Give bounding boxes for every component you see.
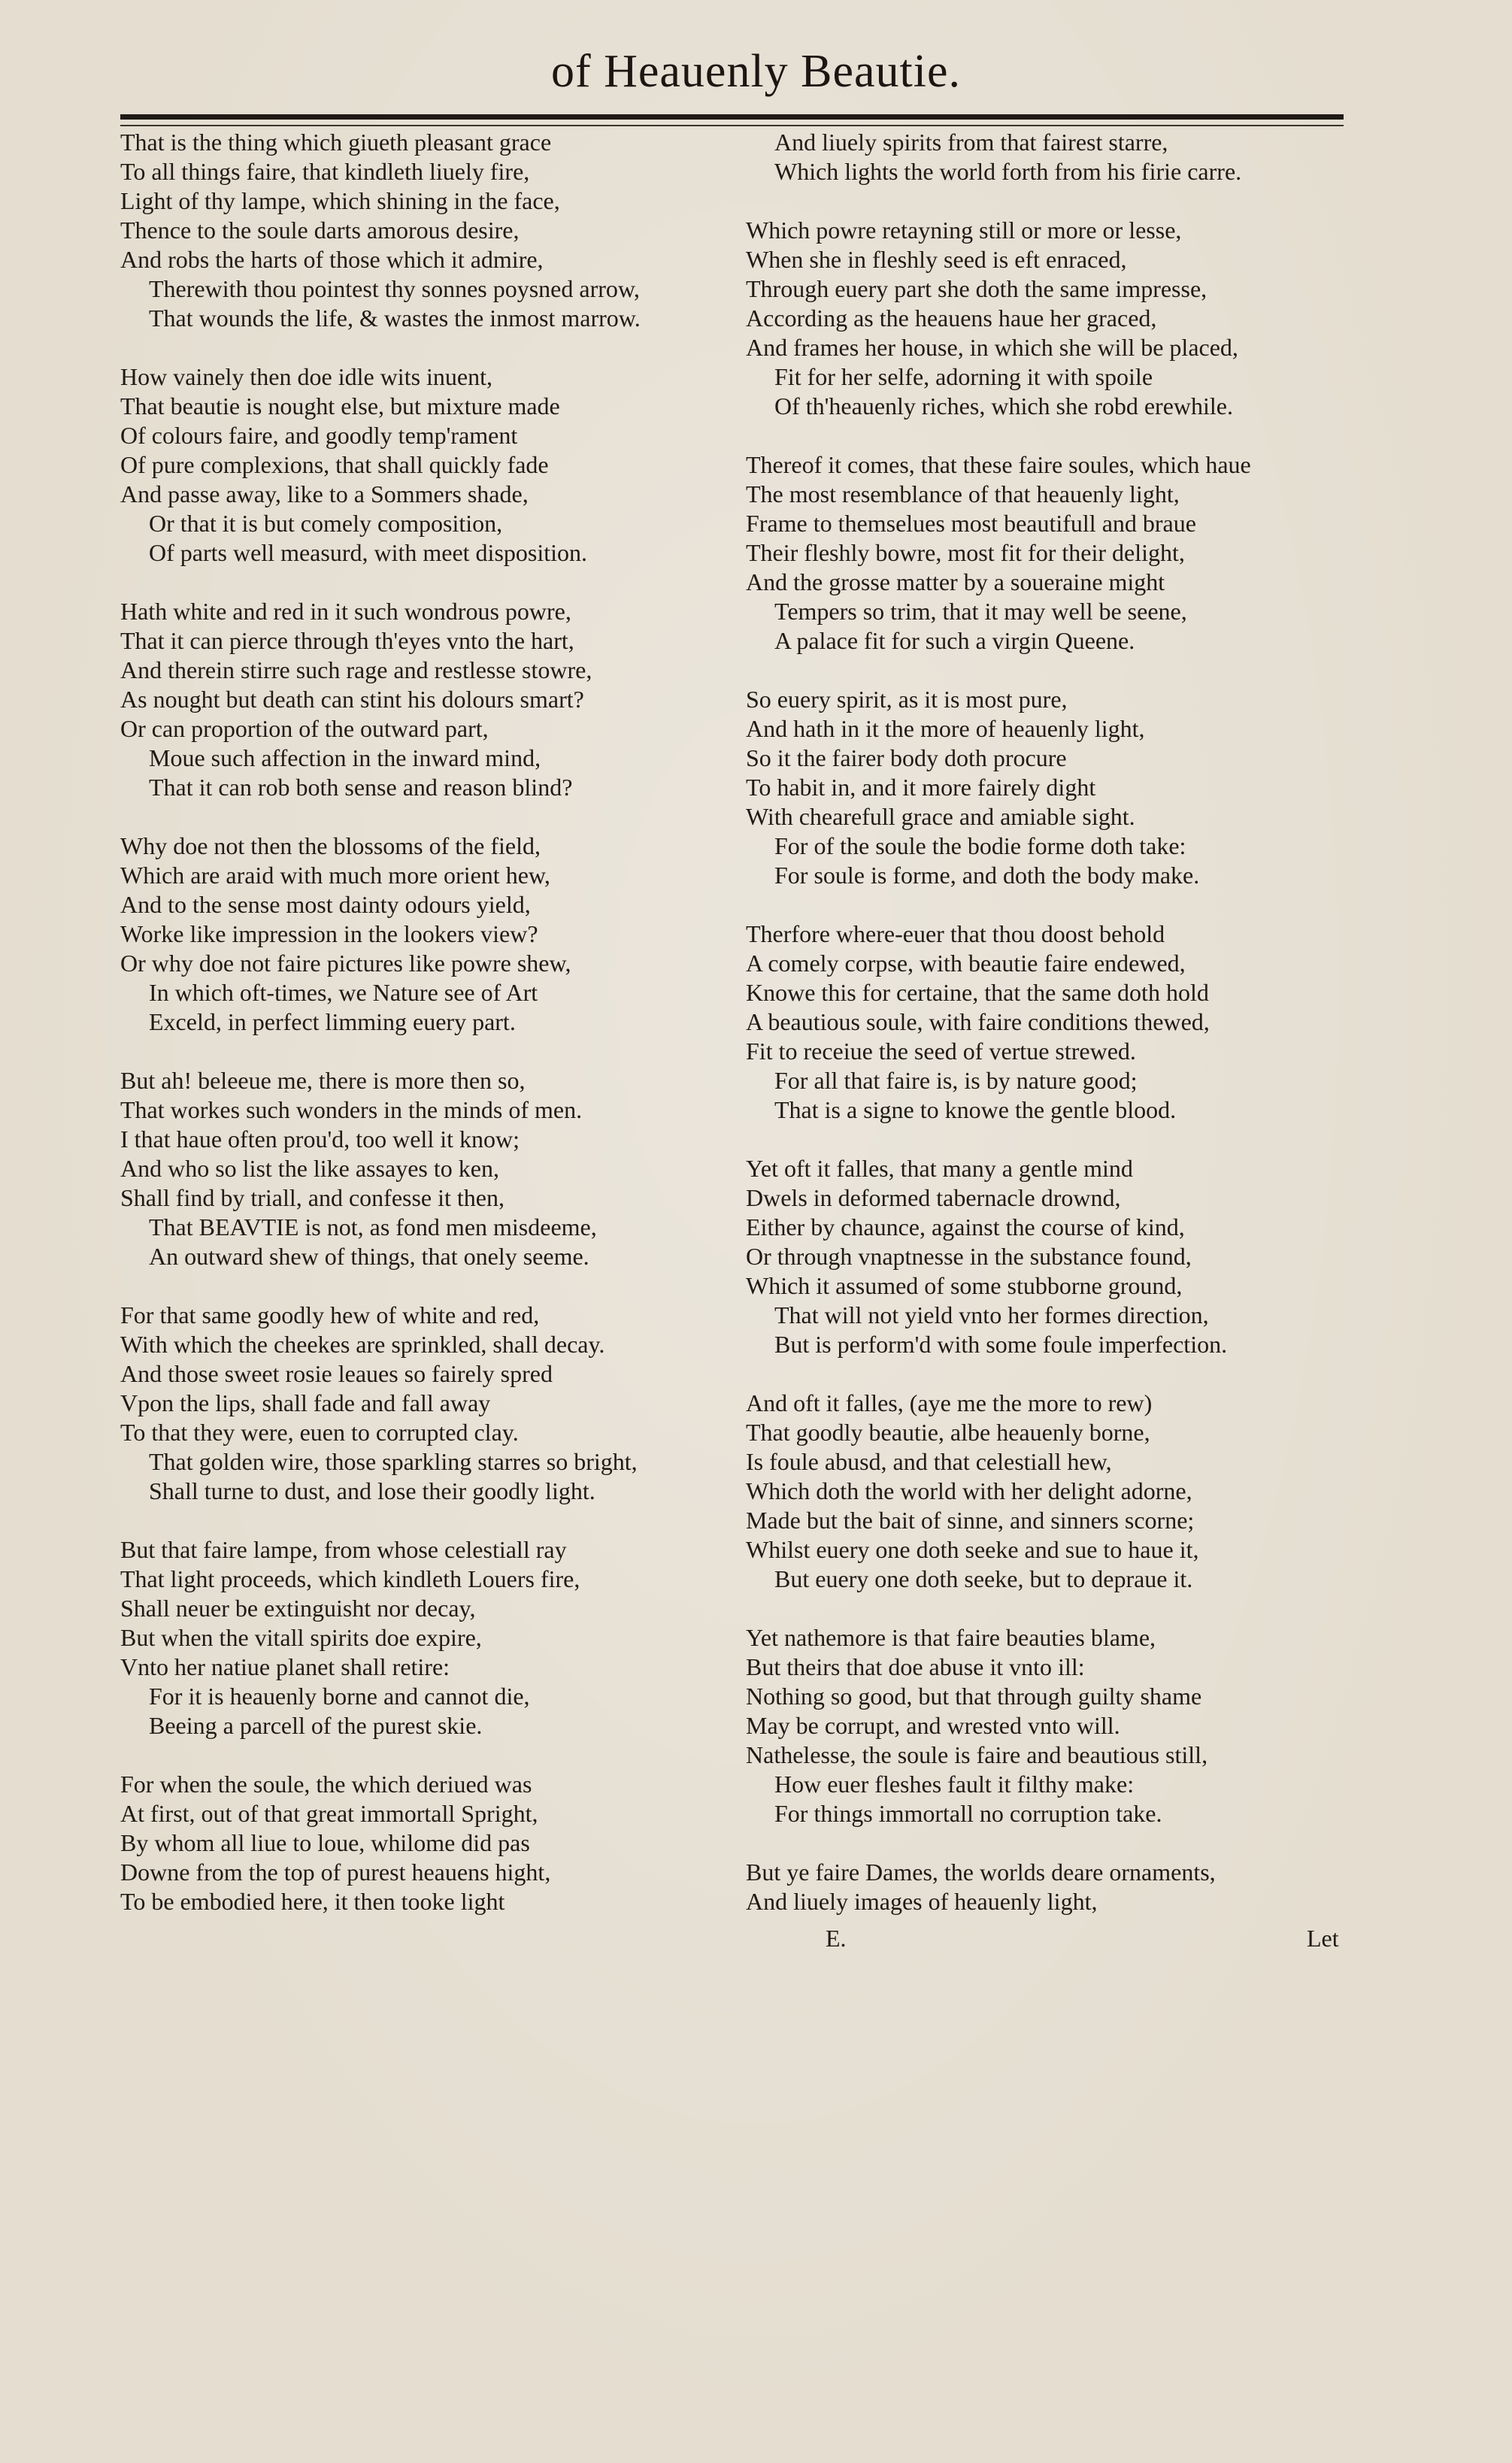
verse-line: Of th'heauenly riches, which she robd erewhile.	[774, 392, 1233, 420]
verse-line: Shall find by triall, and confesse it then,	[120, 1184, 505, 1211]
verse-line: But when the vitall spirits doe expire,	[120, 1624, 482, 1651]
verse-line: Of colours faire, and goodly temp'rament	[120, 422, 518, 449]
verse-line: How euer fleshes fault it filthy make:	[774, 1771, 1135, 1798]
verse-line: Through euery part she doth the same impresse,	[746, 275, 1207, 302]
verse-line: That is a signe to knowe the gentle blood.	[774, 1096, 1177, 1123]
verse-line: Is foule abusd, and that celestiall hew,	[746, 1448, 1112, 1475]
verse-line: Which powre retayning still or more or lesse,	[746, 217, 1182, 244]
verse-line: But theirs that doe abuse it vnto ill:	[746, 1653, 1085, 1680]
stanza	[746, 128, 1347, 186]
verse-line: Thence to the soule darts amorous desire,	[120, 217, 520, 244]
verse-line: So euery spirit, as it is most pure,	[746, 686, 1068, 713]
stanza	[120, 1770, 714, 1916]
verse-line: Therewith thou pointest thy sonnes poysned arrow,	[149, 275, 640, 302]
verse-line: For soule is forme, and doth the body make.	[774, 862, 1200, 889]
verse-line: With which the cheekes are sprinkled, shall decay.	[120, 1331, 605, 1358]
verse-line: Shall turne to dust, and lose their goodly light.	[149, 1477, 595, 1504]
verse-line: Moue such affection in the inward mind,	[149, 744, 541, 771]
verse-line: At first, out of that great immortall Spright,	[120, 1800, 538, 1827]
verse-line: Either by chaunce, against the course of kind,	[746, 1213, 1185, 1241]
verse-line: For when the soule, the which deriued was	[120, 1771, 532, 1798]
verse-line: Exceld, in perfect limming euery part.	[149, 1008, 516, 1035]
stanza	[120, 128, 714, 333]
verse-line: Why doe not then the blossoms of the field,	[120, 832, 541, 859]
stanza	[746, 1389, 1347, 1594]
verse-line: That BEAVTIE is not, as fond men misdeeme,	[149, 1213, 597, 1241]
verse-line: A palace fit for such a virgin Queene.	[774, 627, 1135, 654]
verse-line: Whilst euery one doth seeke and sue to haue it,	[746, 1536, 1199, 1563]
verse-line: So it the fairer body doth procure	[746, 744, 1067, 771]
verse-line: Which doth the world with her delight adorne,	[746, 1477, 1192, 1504]
stanza	[120, 1066, 714, 1271]
verse-line: May be corrupt, and wrested vnto will.	[746, 1712, 1120, 1739]
verse-line: But ye faire Dames, the worlds deare ornaments,	[746, 1859, 1216, 1886]
verse-line: And who so list the like assayes to ken,	[120, 1155, 499, 1182]
running-head: of Heauenly Beautie.	[550, 46, 962, 97]
verse-line: Beeing a parcell of the purest skie.	[149, 1712, 483, 1739]
verse-line: But that faire lampe, from whose celestiall ray	[120, 1536, 567, 1563]
verse-line: Their fleshly bowre, most fit for their delight,	[746, 539, 1185, 566]
verse-line: And liuely spirits from that fairest starre,	[774, 129, 1168, 156]
verse-line: To be embodied here, it then tooke light	[120, 1888, 505, 1915]
verse-line: As nought but death can stint his dolours smart?	[120, 686, 584, 713]
verse-line: To all things faire, that kindleth liuely fire,	[120, 158, 530, 185]
verse-line: Downe from the top of purest heauens hight,	[120, 1859, 551, 1886]
verse-line: In which oft-times, we Nature see of Art	[149, 979, 538, 1006]
stanza	[746, 1858, 1347, 1916]
stanza	[746, 216, 1347, 421]
verse-line: Frame to themselues most beautifull and braue	[746, 510, 1196, 537]
verse-line: And to the sense most dainty odours yield,	[120, 891, 531, 918]
verse-line: That goodly beautie, albe heauenly borne,	[746, 1419, 1150, 1446]
verse-line: To that they were, euen to corrupted clay.	[120, 1419, 519, 1446]
verse-line: Tempers so trim, that it may well be seene,	[774, 598, 1187, 625]
verse-line: With chearefull grace and amiable sight.	[746, 803, 1135, 830]
left-column	[120, 128, 714, 1946]
verse-line: Of pure complexions, that shall quickly fade	[120, 451, 549, 478]
verse-line: I that haue often prou'd, too well it know;	[120, 1125, 520, 1153]
verse-line: And liuely images of heauenly light,	[746, 1888, 1098, 1915]
verse-line: That wounds the life, & wastes the inmost marrow.	[149, 304, 641, 332]
stanza	[120, 1535, 714, 1740]
verse-line: And passe away, like to a Sommers shade,	[120, 480, 529, 507]
verse-line: And those sweet rosie leaues so fairely spred	[120, 1360, 553, 1387]
stanza	[746, 1154, 1347, 1359]
verse-line: And robs the harts of those which it admire,	[120, 246, 544, 273]
verse-line: Yet nathemore is that faire beauties blame,	[746, 1624, 1156, 1651]
verse-line: Vnto her natiue planet shall retire:	[120, 1653, 450, 1680]
verse-line: But euery one doth seeke, but to depraue it.	[774, 1565, 1193, 1592]
verse-line: For of the soule the bodie forme doth take:	[774, 832, 1186, 859]
verse-line: A comely corpse, with beautie faire endewed,	[746, 950, 1186, 977]
verse-line: That workes such wonders in the minds of men.	[120, 1096, 583, 1123]
verse-line: By whom all liue to loue, whilome did pas	[120, 1829, 530, 1856]
verse-line: For it is heauenly borne and cannot die,	[149, 1683, 530, 1710]
verse-line: Nathelesse, the soule is faire and beautious still,	[746, 1741, 1208, 1768]
verse-line: That beautie is nought else, but mixture made	[120, 392, 560, 420]
verse-line: That it can rob both sense and reason blind?	[149, 774, 573, 801]
verse-line: Of parts well measurd, with meet disposition.	[149, 539, 588, 566]
verse-line: For that same goodly hew of white and red,	[120, 1301, 540, 1328]
verse-line: That will not yield vnto her formes direction,	[774, 1301, 1209, 1328]
header-rule-thin	[120, 125, 1344, 126]
verse-line: And frames her house, in which she will be placed,	[746, 334, 1238, 361]
verse-line: Or through vnaptnesse in the substance found,	[746, 1243, 1192, 1270]
verse-line: And therein stirre such rage and restlesse stowre,	[120, 656, 592, 683]
stanza	[746, 1623, 1347, 1828]
verse-line: Or why doe not faire pictures like powre shew,	[120, 950, 571, 977]
verse-line: Nothing so good, but that through guilty shame	[746, 1683, 1202, 1710]
verse-line: That golden wire, those sparkling starres so bright,	[149, 1448, 638, 1475]
verse-line: That light proceeds, which kindleth Louers fire,	[120, 1565, 580, 1592]
verse-line: And the grosse matter by a soueraine might	[746, 568, 1165, 595]
verse-line: That is the thing which giueth pleasant grace	[120, 129, 552, 156]
verse-line: Vpon the lips, shall fade and fall away	[120, 1389, 491, 1416]
right-column	[746, 128, 1347, 1946]
verse-line: Thereof it comes, that these faire soules, which haue	[746, 451, 1251, 478]
verse-line: Fit to receiue the seed of vertue strewed.	[746, 1038, 1136, 1065]
verse-line: Made but the bait of sinne, and sinners scorne;	[746, 1507, 1195, 1534]
stanza	[120, 362, 714, 568]
verse-line: Yet oft it falles, that many a gentle mind	[746, 1155, 1133, 1182]
verse-line: Or can proportion of the outward part,	[120, 715, 489, 742]
verse-line: That it can pierce through th'eyes vnto the hart,	[120, 627, 574, 654]
verse-line: Fit for her selfe, adorning it with spoile	[774, 363, 1153, 390]
verse-line: Which it assumed of some stubborne ground,	[746, 1272, 1183, 1299]
stanza	[120, 832, 714, 1037]
verse-line: And hath in it the more of heauenly light,	[746, 715, 1145, 742]
verse-line: Worke like impression in the lookers view?	[120, 920, 538, 947]
verse-line: But is perform'd with some foule imperfection.	[774, 1331, 1228, 1358]
verse-line: For all that faire is, is by nature good;	[774, 1067, 1138, 1094]
verse-line: Light of thy lampe, which shining in the face,	[120, 187, 560, 214]
verse-line: Which lights the world forth from his firie carre.	[774, 158, 1242, 185]
stanza	[746, 685, 1347, 890]
catchword: Let	[1307, 1925, 1339, 1952]
verse-line: When she in fleshly seed is eft enraced,	[746, 246, 1127, 273]
stanza	[120, 597, 714, 802]
verse-line: And oft it falles, (aye me the more to rew)	[746, 1389, 1153, 1416]
verse-line: The most resemblance of that heauenly light,	[746, 480, 1180, 507]
verse-line: How vainely then doe idle wits inuent,	[120, 363, 493, 390]
verse-line: An outward shew of things, that onely seeme.	[149, 1243, 589, 1270]
verse-line: Knowe this for certaine, that the same doth hold	[746, 979, 1209, 1006]
stanza	[746, 919, 1347, 1125]
verse-line: A beautious soule, with faire conditions thewed,	[746, 1008, 1210, 1035]
stanza	[746, 450, 1347, 656]
verse-line: But ah! beleeue me, there is more then so,	[120, 1067, 526, 1094]
verse-line: Therfore where-euer that thou doost behold	[746, 920, 1165, 947]
stanza	[120, 1301, 714, 1506]
signature-mark: E.	[826, 1925, 847, 1952]
verse-line: According as the heauens haue her graced,	[746, 304, 1157, 332]
verse-line: For things immortall no corruption take.	[774, 1800, 1162, 1827]
verse-line: Hath white and red in it such wondrous powre,	[120, 598, 571, 625]
verse-line: Which are araid with much more orient hew,	[120, 862, 550, 889]
verse-line: Or that it is but comely composition,	[149, 510, 503, 537]
verse-line: Shall neuer be extinguisht nor decay,	[120, 1595, 476, 1622]
verse-line: Dwels in deformed tabernacle drownd,	[746, 1184, 1121, 1211]
verse-line: To habit in, and it more fairely dight	[746, 774, 1096, 801]
header-rule-thick	[120, 114, 1344, 120]
